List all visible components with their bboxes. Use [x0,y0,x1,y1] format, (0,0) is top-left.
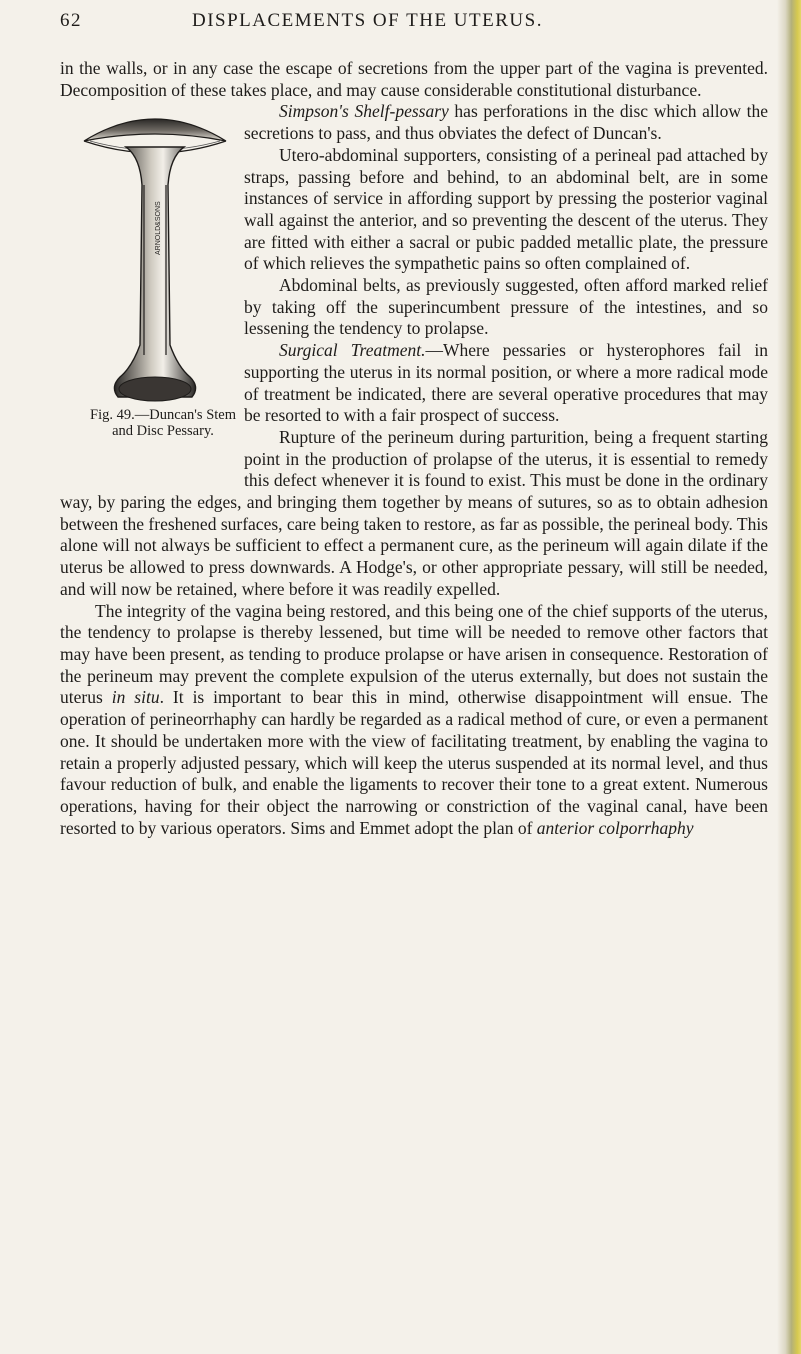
figure-49 [60,101,240,489]
paragraph-7 [60,601,768,840]
paragraph-5-text: —Where pessaries or hysterophores fail in supporting the uterus in its normal position, or where a more radical mode of treatment be indicated, there are several operative procedures that may be resorted to with a fair prospect of success. [244,340,768,426]
paragraph-3-text: Utero-abdominal supporters, consisting of a perineal pad attached by straps, passing before and behind, to an abdominal belt, are in some instances of service in affording support by pressing the posterior vaginal wall against the anterior, and so preventing the descent of the uterus. They are fitted with either a sacral or pubic padded metallic plate, the pressure of which relieves the sympathetic pains so often complained of. [244,144,768,274]
paragraph-2-text: has perforations in the disc which allow the secretions to pass, and thus obviates the defect of Duncan's. [244,101,768,144]
stem-label: ARNOLD&SONS [155,201,162,256]
simpson-heading: Simpson's Shelf-pessary [279,101,449,122]
paragraph-6-text: Rupture of the perineum during parturition, being a frequent starting point in the production of prolapse of the uterus, it is essential to remedy this defect whenever it is found to exist. This must be done in the ordinary way, by paring the edges, and bringing them together by means of sutures, so as to obtain adhesion between the freshened surfaces, care being taken to restore, as far as possible, the perineal body. This alone will not always be sufficient to effect a permanent cure, as the perineum will again dilate if the uterus be allowed to press downwards. A Hodge's, or other appropriate pessary, will still be needed, and will now be retained, where before it was readily expelled. [60,426,768,599]
page-number: 62 [60,10,82,31]
figure-caption-line-2: and Disc Pessary. [112,423,214,440]
paragraph-4-text: Abdominal belts, as previously suggested, often afford marked relief by taking off the superincumbent pressure of the intestines, and so lessening the tendency to prolapse. [244,275,768,339]
paragraph-7-text-a: The integrity of the vagina being restored, and this being one of the chief supports of the uterus, the tendency to prolapse is thereby lessened, but time will be needed to remove other factors that may have been present, as tending to produce prolapse or have arisen in consequence. Restoration of the perineum may prevent the complete expulsion of the uterus externally, but does not sustain the uterus [60,600,768,708]
pessary-illustration-icon [80,105,230,405]
colporrhaphy-term: anterior colporrhaphy [536,817,694,838]
running-head: DISPLACEMENTS OF THE UTERUS. [192,10,543,31]
paragraph-7-text-b: . It is important to bear this in mind, otherwise disappointment will ensue. The operation of perineorrhaphy can hardly be regarded as a radical method of cure, or even a permanent one. It should be undertaken more with the view of facilitating treatment, by enabling the vagina to retain a properly adjusted pessary, which will keep the uterus suspended at its normal level, and thus favour reduction of bulk, and enable the ligaments to recover their tone to a great extent. Numerous operations, having for their object the narrowing or constriction of the vaginal canal, have been resorted to by various operators. Sims and Emmet adopt the plan of [60,687,768,838]
figure-caption [78,407,248,439]
in-situ-phrase: in situ [111,687,160,708]
surgical-treatment-heading: Surgical Treatment. [279,340,426,361]
page-edge-decoration [777,0,801,1354]
paragraph-1-text: in the walls, or in any case the escape of secretions from the upper part of the vagina is prevented. Decomposition of these takes place, and may cause considerable constitutional disturbance. [60,58,768,100]
body-text [60,58,768,839]
page-header [0,10,801,40]
paragraph-1 [60,58,768,101]
figure-caption-line-1: Fig. 49.—Duncan's Stem [90,407,236,424]
